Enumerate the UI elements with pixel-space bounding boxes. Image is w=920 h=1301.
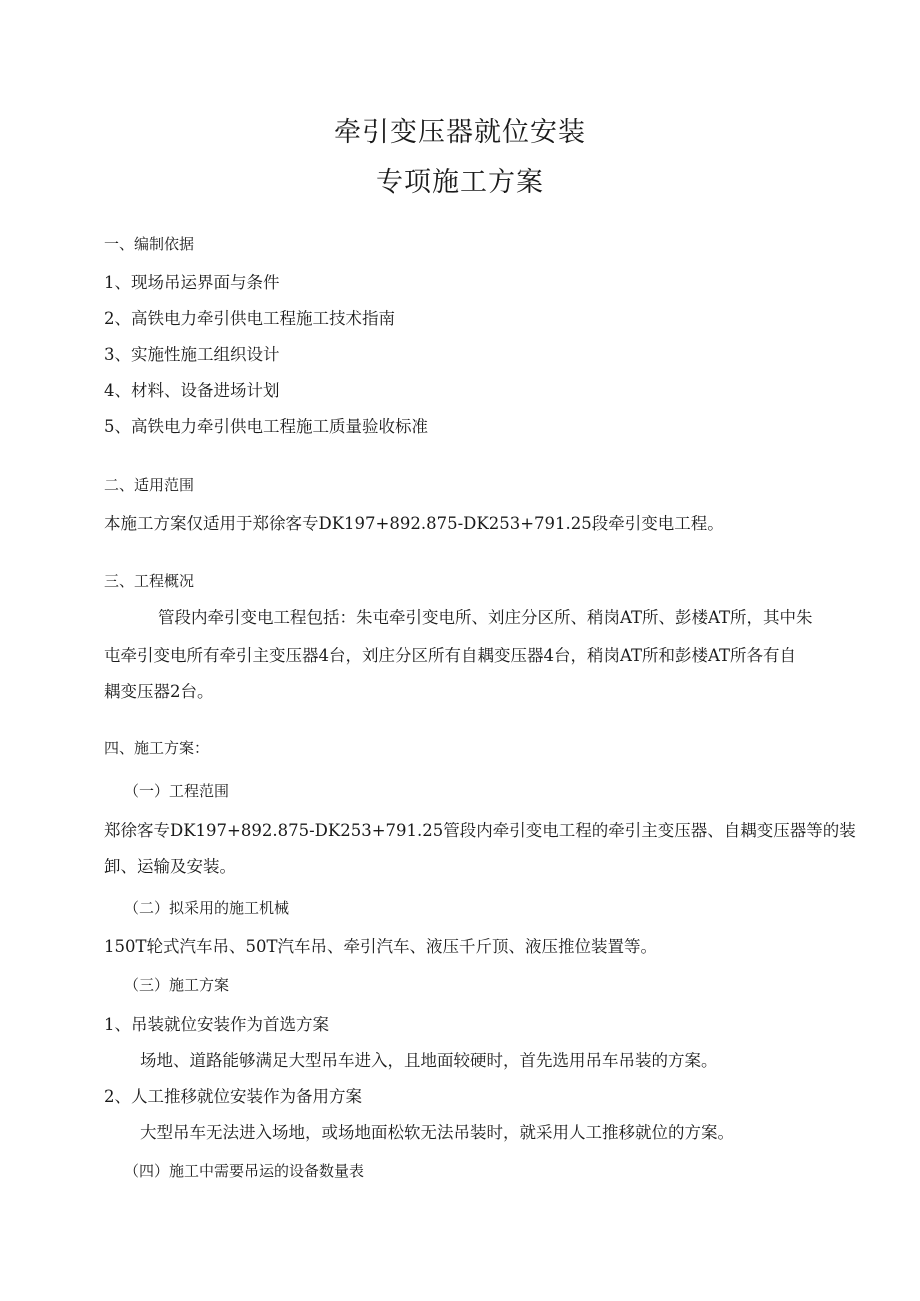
section3-paragraph-line: 管段内牵引变电工程包括：朱屯牵引变电所、刘庄分区所、稍岗AT所、彭楼AT所，其中朱: [158, 608, 813, 627]
subsection1-line: 卸、运输及安装。: [104, 857, 236, 876]
section1-item: 2、高铁电力牵引供电工程施工技术指南: [104, 309, 395, 328]
subsection3-item1: 1、吊装就位安装作为首选方案: [104, 1015, 329, 1034]
section3-heading: 三、工程概况: [104, 572, 195, 590]
section3-paragraph-line: 耦变压器2台。: [104, 682, 214, 701]
document-title-line1: 牵引变压器就位安装: [334, 117, 586, 148]
subsection3-item2-text: 大型吊车无法进入场地，或场地面松软无法吊装时，就采用人工推移就位的方案。: [140, 1123, 734, 1142]
section3-paragraph-line: 屯牵引变电所有牵引主变压器4台，刘庄分区所有自耦变压器4台，稍岗AT所和彭楼AT所各有自: [104, 646, 797, 665]
section1-item: 4、材料、设备进场计划: [104, 381, 280, 400]
section2-text: 本施工方案仅适用于郑徐客专DK197+892.875-DK253+791.25段牵引变电工程。: [104, 514, 724, 533]
subsection1-line: 郑徐客专DK197+892.875-DK253+791.25管段内牵引变电工程的牵引主变压器、自耦变压器等的装: [104, 821, 856, 840]
subsection1-heading: （一）工程范围: [124, 782, 230, 800]
subsection3-item1-text: 场地、道路能够满足大型吊车进入，且地面较硬时，首先选用吊车吊装的方案。: [140, 1051, 718, 1070]
section4-heading: 四、施工方案：: [104, 739, 210, 757]
section1-item: 3、实施性施工组织设计: [104, 345, 280, 364]
section1-item: 1、现场吊运界面与条件: [104, 273, 280, 292]
subsection2-text: 150T轮式汽车吊、50T汽车吊、牵引汽车、液压千斤顶、液压推位装置等。: [104, 937, 657, 956]
subsection4-heading: （四）施工中需要吊运的设备数量表: [124, 1162, 365, 1180]
subsection2-heading: （二）拟采用的施工机械: [124, 899, 290, 917]
subsection3-item2: 2、人工推移就位安装作为备用方案: [104, 1087, 362, 1106]
section1-item: 5、高铁电力牵引供电工程施工质量验收标准: [104, 417, 428, 436]
section2-heading: 二、适用范围: [104, 476, 195, 494]
subsection3-heading: （三）施工方案: [124, 976, 230, 994]
document-title-line2: 专项施工方案: [376, 167, 544, 198]
section1-heading: 一、编制依据: [104, 235, 195, 253]
